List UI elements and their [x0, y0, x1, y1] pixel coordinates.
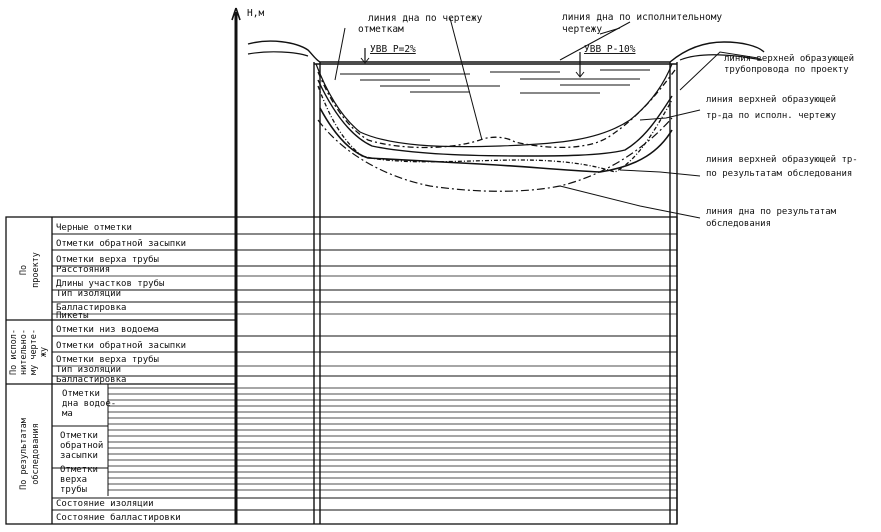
callout-top-project-1: линия верхней образующей [724, 54, 855, 64]
group-title-project-l2: проекту [31, 252, 41, 288]
row-survey-1-l1: Отметки [60, 431, 98, 441]
row-asbuilt-4: Балластировка [56, 375, 127, 385]
row-project-5: Тип изоляции [56, 289, 122, 299]
callout-bottom-drawings-2: отметкам [358, 24, 404, 35]
row-survey-2-l2: верха [60, 475, 88, 485]
row-survey-2-l1: Отметки [60, 465, 98, 475]
table-row-lines [52, 234, 677, 510]
row-survey-1-l3: засыпки [60, 451, 98, 461]
row-survey-1-l2: обратной [60, 441, 104, 451]
group-title-asbuilt [9, 329, 49, 375]
row-project-4: Длины участков трубы [56, 279, 165, 289]
callout-bottom-asbuilt-1: линия дна по исполнительному [562, 12, 723, 23]
row-asbuilt-3: Тип изоляции [56, 365, 122, 375]
group-title-asbuilt-l1: По испол- [9, 328, 19, 376]
callout-bottom-asbuilt-2: чертежу [562, 24, 603, 35]
row-survey-0-l3: ма [62, 409, 73, 419]
row-project-7: Пикеты [56, 311, 89, 321]
row-project-2: Отметки верха трубы [56, 255, 159, 265]
group-title-project [19, 252, 41, 288]
callout-bottom-drawings-1: линия дна по чертежу [368, 13, 483, 24]
water-hatching [340, 70, 650, 93]
callout-top-asbuilt-1: линия верхней образующей [706, 95, 837, 105]
row-survey-0-l2: дна водое- [62, 399, 117, 409]
row-project-1: Отметки обратной засыпки [56, 239, 187, 249]
group-title-asbuilt-l4: жу [39, 346, 49, 358]
group-title-survey-l1: По результатам [19, 418, 29, 490]
group-title-asbuilt-l3: му черте- [29, 328, 39, 376]
top-generatrix-project [318, 80, 672, 156]
axis-label: Н,м [247, 8, 265, 19]
group-title-survey-l2: обследования [31, 423, 41, 485]
group-title-project-l1: По [19, 264, 29, 276]
row-survey-tail-1: Состояние балластировки [56, 513, 181, 523]
group-title-asbuilt-l2: нительно- [19, 328, 29, 376]
callout-top-survey-1: линия верхней образующей тр- [706, 155, 858, 165]
uvv-2-label: УВВ Р=2% [370, 44, 416, 55]
callout-bottom-survey-1: линия дна по результатам [706, 207, 837, 217]
top-generatrix-survey [320, 108, 672, 172]
callout-top-project-2: трубопровода по проекту [724, 65, 849, 75]
bottom-line-survey [318, 118, 672, 191]
bottom-line-project [316, 64, 672, 147]
row-asbuilt-1: Отметки обратной засыпки [56, 341, 187, 351]
group-title-survey [19, 418, 41, 490]
callout-bottom-survey-2: обследования [706, 219, 772, 229]
uvv-10-label: УВВ Р-10% [584, 44, 636, 55]
row-project-0: Черные отметки [56, 223, 132, 233]
row-asbuilt-2: Отметки верха трубы [56, 355, 159, 365]
ground-surface [248, 41, 764, 62]
row-survey-2-l3: трубы [60, 485, 88, 495]
ground-surface-2 [248, 52, 308, 56]
row-survey-0-l1: Отметки [62, 389, 100, 399]
row-project-6: Балластировка [56, 303, 127, 313]
top-generatrix-asbuilt [318, 86, 672, 172]
callout-top-asbuilt-2: тр-да по исполн. чертежу [706, 111, 837, 121]
row-asbuilt-0: Отметки низ водоема [56, 325, 159, 335]
row-project-3: Расстояния [56, 265, 111, 275]
row-survey-tail-0: Состояние изоляции [56, 499, 154, 509]
callout-top-survey-2: по результатам обследования [706, 169, 853, 179]
